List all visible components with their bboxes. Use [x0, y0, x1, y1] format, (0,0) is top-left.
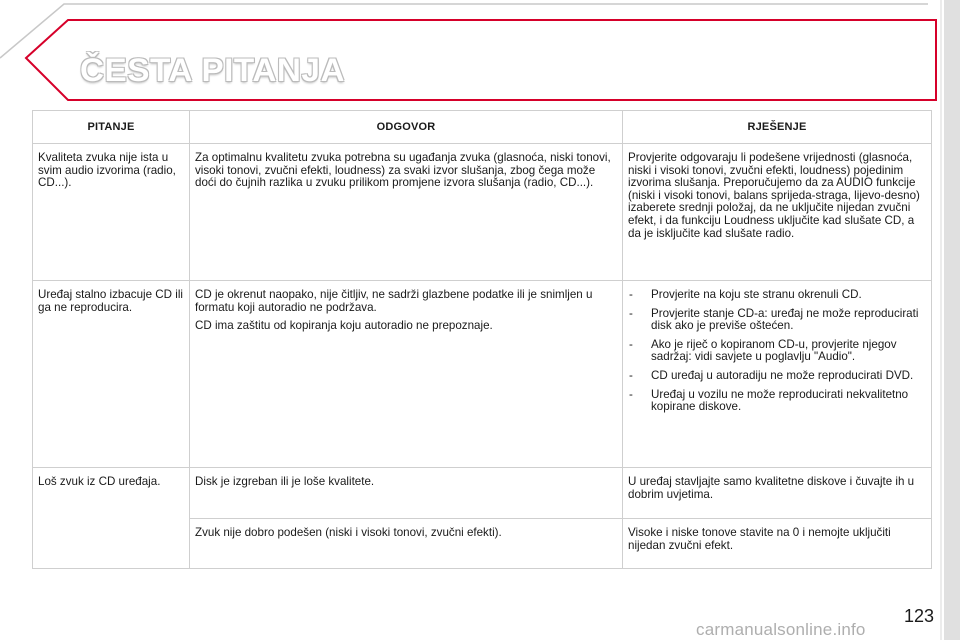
- answer-cell: [190, 281, 623, 468]
- banner-grey-outline: [0, 4, 928, 58]
- solution-cell: Visoke i niske tonove stavite na 0 i nemojte uključiti nijedan zvučni efekt.: [623, 519, 932, 569]
- question-cell: Uređaj stalno izbacuje CD ili ga ne reproducira.: [33, 281, 190, 468]
- list-item: - Provjerite na koju ste stranu okrenuli CD.: [628, 289, 925, 302]
- table-row: [33, 281, 932, 468]
- watermark: carmanualsonline.info: [696, 620, 866, 639]
- list-item: - Uređaj u vozilu ne može reproducirati nekvalitetno kopirane diskove.: [628, 389, 925, 414]
- solution-cell: [623, 281, 932, 468]
- title-banner: [0, 0, 938, 110]
- table-row: [33, 468, 932, 519]
- header-question: PITANJE: [33, 111, 190, 144]
- answer-cell: Za optimalnu kvalitetu zvuka potrebna su ugađanja zvuka (glasnoća, niski tonovi, visoki tonovi, zvučni efekti, loudness) za svaki izvor slušanja, zbog čega može doći do čujnih razlika u zvuku prilikom promjene izvora slušanja (radio, CD...).: [190, 144, 623, 281]
- page-edge-strip: [944, 0, 960, 640]
- answer-cell: Disk je izgreban ili je loše kvalitete.: [190, 468, 623, 519]
- table-header-row: [33, 111, 932, 144]
- table-row: [33, 144, 932, 281]
- header-solution: RJEŠENJE: [623, 111, 932, 144]
- page-number: 123: [903, 606, 934, 626]
- solution-cell: Provjerite odgovaraju li podešene vrijednosti (glasnoća, niski i visoki tonovi, zvučni efekti, loudness) pojedinim izvorima slušanja. Preporučujemo da za AUDIO funkcije (niski i visoki tonovi, balans sprijeda-straga, lijevo-desno) izaberete srednji položaj, da ne uključite nijedan zvučni efekt, i da funkciju Loudness uključite kad slušate CD, a da je isključite kad slušate radio.: [623, 144, 932, 281]
- faq-table: [32, 110, 932, 569]
- question-cell: Kvaliteta zvuka nije ista u svim audio izvorima (radio, CD...).: [33, 144, 190, 281]
- answer-paragraph: CD je okrenut naopako, nije čitljiv, ne sadrži glazbene podatke ili je snimljen u formatu koji autoradio ne podržava.: [195, 288, 593, 314]
- solution-list: [628, 289, 925, 414]
- question-cell: Loš zvuk iz CD uređaja.: [33, 468, 190, 569]
- list-item: - Ako je riječ o kopiranom CD-u, provjerite njegov sadržaj: vidi savjete u poglavlju "Audio".: [628, 339, 925, 364]
- list-item: - Provjerite stanje CD-a: uređaj ne može reproducirati disk ako je previše oštećen.: [628, 308, 925, 333]
- list-item: - CD uređaj u autoradiju ne može reproducirati DVD.: [628, 370, 925, 383]
- page-title: ČESTA PITANJA: [80, 52, 346, 88]
- answer-paragraph: CD ima zaštitu od kopiranja koju autoradio ne prepoznaje.: [195, 319, 493, 333]
- page-edge-line: [940, 0, 942, 640]
- answer-cell: Zvuk nije dobro podešen (niski i visoki tonovi, zvučni efekti).: [190, 519, 623, 569]
- header-answer: ODGOVOR: [190, 111, 623, 144]
- solution-cell: U uređaj stavljajte samo kvalitetne diskove i čuvajte ih u dobrim uvjetima.: [623, 468, 932, 519]
